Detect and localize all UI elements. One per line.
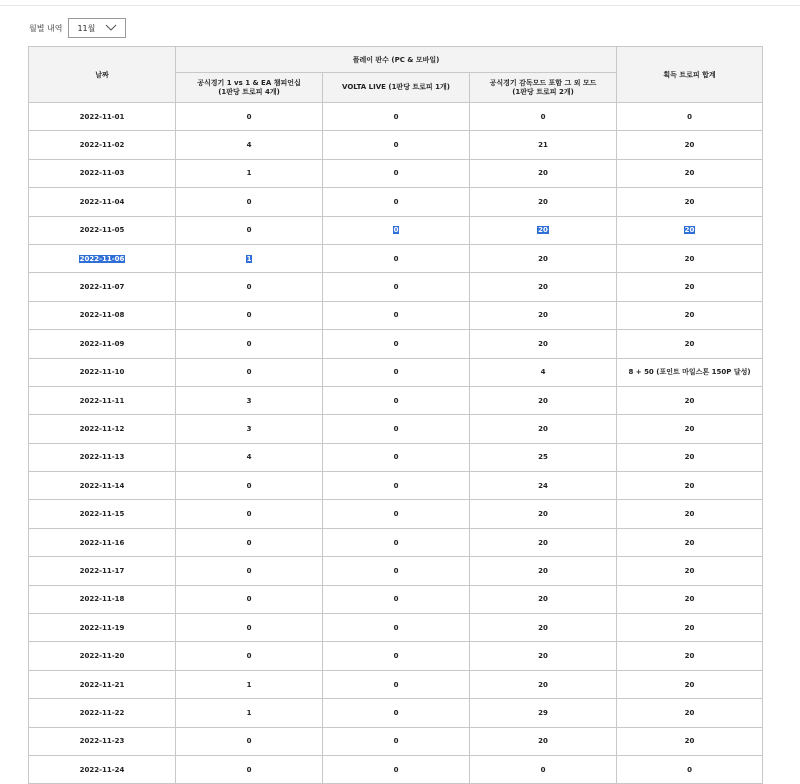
cell-c3 bbox=[470, 103, 617, 131]
cell-c3 bbox=[470, 386, 617, 414]
cell-value: 0 bbox=[393, 339, 399, 348]
cell-c2 bbox=[323, 755, 470, 783]
chevron-down-icon bbox=[105, 22, 117, 32]
cell-c3 bbox=[470, 727, 617, 755]
cell-c3 bbox=[470, 699, 617, 727]
cell-total bbox=[617, 358, 763, 386]
table-row bbox=[29, 415, 763, 443]
cell-c1 bbox=[176, 131, 323, 159]
cell-c3 bbox=[470, 301, 617, 329]
cell-date bbox=[29, 642, 176, 670]
cell-value: 0 bbox=[246, 652, 252, 661]
cell-value: 2022-11-15 bbox=[79, 510, 125, 519]
cell-c1 bbox=[176, 443, 323, 471]
header-date: 날짜 bbox=[29, 47, 176, 103]
cell-value: 0 bbox=[393, 453, 399, 462]
table-row bbox=[29, 244, 763, 272]
cell-value: 20 bbox=[538, 339, 548, 348]
cell-value: 24 bbox=[538, 481, 548, 490]
cell-c2 bbox=[323, 358, 470, 386]
cell-value: 0 bbox=[246, 283, 252, 292]
cell-date bbox=[29, 699, 176, 727]
cell-c3 bbox=[470, 358, 617, 386]
header-other-modes-note: (1판당 트로피 2개) bbox=[512, 87, 574, 96]
cell-value: 0 bbox=[393, 396, 399, 405]
cell-value: 20 bbox=[684, 197, 695, 206]
cell-c3 bbox=[470, 642, 617, 670]
table-row bbox=[29, 443, 763, 471]
cell-value: 0 bbox=[246, 595, 252, 604]
cell-c1 bbox=[176, 642, 323, 670]
cell-value: 20 bbox=[538, 510, 548, 519]
cell-total bbox=[617, 330, 763, 358]
cell-c3 bbox=[470, 670, 617, 698]
cell-value: 20 bbox=[684, 141, 695, 150]
cell-value: 0 bbox=[246, 765, 252, 774]
cell-value: 20 bbox=[684, 254, 695, 263]
cell-value: 20 bbox=[538, 396, 548, 405]
cell-value: 0 bbox=[393, 623, 399, 632]
cell-value: 0 bbox=[393, 737, 399, 746]
cell-date bbox=[29, 755, 176, 783]
cell-c1 bbox=[176, 528, 323, 556]
cell-c2 bbox=[323, 472, 470, 500]
cell-total bbox=[617, 500, 763, 528]
cell-value: 0 bbox=[393, 481, 399, 490]
header-volta-live: VOLTA LIVE (1판당 트로피 1개) bbox=[323, 73, 470, 103]
cell-value: 2022-11-09 bbox=[79, 339, 125, 348]
cell-c1 bbox=[176, 188, 323, 216]
cell-c1 bbox=[176, 415, 323, 443]
cell-value: 2022-11-22 bbox=[79, 708, 125, 717]
cell-date bbox=[29, 273, 176, 301]
cell-c2 bbox=[323, 386, 470, 414]
header-total: 획득 트로피 합계 bbox=[617, 47, 763, 103]
cell-value: 29 bbox=[538, 708, 548, 717]
cell-value: 21 bbox=[538, 141, 548, 150]
table-row bbox=[29, 500, 763, 528]
cell-c3 bbox=[470, 273, 617, 301]
cell-value: 0 bbox=[393, 424, 399, 433]
cell-c2 bbox=[323, 415, 470, 443]
cell-total bbox=[617, 472, 763, 500]
cell-date bbox=[29, 557, 176, 585]
cell-c2 bbox=[323, 699, 470, 727]
header-official-1v1-note: (1판당 트로피 4개) bbox=[218, 87, 280, 96]
cell-value: 0 bbox=[246, 538, 252, 547]
cell-value: 1 bbox=[246, 254, 252, 263]
cell-value: 2022-11-17 bbox=[79, 566, 125, 575]
table-row bbox=[29, 642, 763, 670]
table-row bbox=[29, 755, 763, 783]
cell-value: 0 bbox=[246, 226, 252, 235]
cell-c2 bbox=[323, 614, 470, 642]
cell-value: 3 bbox=[246, 424, 252, 433]
cell-value: 1 bbox=[246, 708, 252, 717]
cell-c2 bbox=[323, 159, 470, 187]
cell-c2 bbox=[323, 727, 470, 755]
cell-value: 0 bbox=[393, 112, 399, 121]
cell-value: 0 bbox=[246, 339, 252, 348]
cell-value: 2022-11-01 bbox=[79, 112, 125, 121]
cell-c2 bbox=[323, 557, 470, 585]
cell-c1 bbox=[176, 273, 323, 301]
cell-value: 20 bbox=[538, 169, 548, 178]
cell-c2 bbox=[323, 500, 470, 528]
cell-c2 bbox=[323, 443, 470, 471]
cell-total bbox=[617, 159, 763, 187]
cell-date bbox=[29, 386, 176, 414]
cell-c2 bbox=[323, 103, 470, 131]
cell-value: 2022-11-04 bbox=[79, 197, 125, 206]
cell-c3 bbox=[470, 500, 617, 528]
cell-value: 0 bbox=[246, 566, 252, 575]
cell-c3 bbox=[470, 614, 617, 642]
cell-date bbox=[29, 103, 176, 131]
table-row bbox=[29, 727, 763, 755]
table-row bbox=[29, 159, 763, 187]
cell-value: 0 bbox=[393, 538, 399, 547]
table-row bbox=[29, 557, 763, 585]
cell-c3 bbox=[470, 330, 617, 358]
cell-value: 0 bbox=[246, 368, 252, 377]
cell-c1 bbox=[176, 244, 323, 272]
cell-value: 20 bbox=[538, 566, 548, 575]
header-other-modes-title: 공식경기 감독모드 포함 그 외 모드 bbox=[489, 78, 597, 87]
cell-value: 20 bbox=[684, 510, 695, 519]
table-row bbox=[29, 585, 763, 613]
cell-date bbox=[29, 131, 176, 159]
cell-c1 bbox=[176, 557, 323, 585]
cell-value: 4 bbox=[540, 368, 546, 377]
cell-value: 2022-11-10 bbox=[79, 368, 125, 377]
header-other-modes bbox=[470, 73, 617, 103]
table-row bbox=[29, 670, 763, 698]
cell-total bbox=[617, 386, 763, 414]
cell-value: 2022-11-23 bbox=[79, 737, 125, 746]
cell-c1 bbox=[176, 727, 323, 755]
cell-value: 20 bbox=[538, 737, 548, 746]
cell-value: 20 bbox=[684, 652, 695, 661]
cell-value: 20 bbox=[538, 680, 548, 689]
table-row bbox=[29, 216, 763, 244]
cell-c2 bbox=[323, 642, 470, 670]
cell-value: 3 bbox=[246, 396, 252, 405]
cell-value: 20 bbox=[684, 595, 695, 604]
cell-value: 20 bbox=[684, 538, 695, 547]
cell-c1 bbox=[176, 216, 323, 244]
cell-total bbox=[617, 614, 763, 642]
cell-value: 20 bbox=[684, 481, 695, 490]
cell-value: 4 bbox=[246, 453, 252, 462]
cell-date bbox=[29, 727, 176, 755]
cell-value: 20 bbox=[684, 169, 695, 178]
cell-date bbox=[29, 443, 176, 471]
table-row bbox=[29, 131, 763, 159]
cell-total bbox=[617, 528, 763, 556]
cell-date bbox=[29, 188, 176, 216]
month-select-value: 11월 bbox=[77, 23, 96, 33]
cell-value: 0 bbox=[393, 680, 399, 689]
cell-total bbox=[617, 585, 763, 613]
cell-total bbox=[617, 273, 763, 301]
table-row bbox=[29, 188, 763, 216]
cell-c1 bbox=[176, 472, 323, 500]
cell-date bbox=[29, 670, 176, 698]
cell-c1 bbox=[176, 358, 323, 386]
cell-value: 2022-11-16 bbox=[79, 538, 125, 547]
cell-value: 20 bbox=[684, 453, 695, 462]
cell-total bbox=[617, 755, 763, 783]
cell-c3 bbox=[470, 443, 617, 471]
cell-value: 0 bbox=[393, 254, 399, 263]
cell-c1 bbox=[176, 699, 323, 727]
cell-value: 0 bbox=[246, 197, 252, 206]
cell-total bbox=[617, 103, 763, 131]
cell-value: 2022-11-19 bbox=[79, 623, 125, 632]
cell-value: 0 bbox=[393, 169, 399, 178]
cell-value: 0 bbox=[540, 765, 546, 774]
cell-value: 20 bbox=[684, 623, 695, 632]
cell-c3 bbox=[470, 216, 617, 244]
cell-value: 0 bbox=[393, 765, 399, 774]
cell-value: 0 bbox=[246, 623, 252, 632]
cell-c2 bbox=[323, 216, 470, 244]
cell-value: 20 bbox=[538, 283, 548, 292]
cell-value: 0 bbox=[246, 481, 252, 490]
cell-c3 bbox=[470, 131, 617, 159]
cell-total bbox=[617, 415, 763, 443]
cell-value: 20 bbox=[538, 311, 548, 320]
cell-date bbox=[29, 301, 176, 329]
cell-date bbox=[29, 244, 176, 272]
cell-value: 2022-11-02 bbox=[79, 141, 125, 150]
cell-value: 2022-11-14 bbox=[79, 481, 125, 490]
cell-date bbox=[29, 528, 176, 556]
cell-date bbox=[29, 585, 176, 613]
cell-value: 2022-11-03 bbox=[79, 169, 125, 178]
cell-c3 bbox=[470, 528, 617, 556]
cell-value: 0 bbox=[393, 595, 399, 604]
cell-value: 20 bbox=[684, 680, 695, 689]
table-row bbox=[29, 103, 763, 131]
cell-value: 4 bbox=[246, 141, 252, 150]
cell-value: 2022-11-20 bbox=[79, 652, 125, 661]
trophy-table bbox=[28, 46, 763, 784]
cell-value: 0 bbox=[246, 112, 252, 121]
cell-value: 2022-11-06 bbox=[79, 254, 125, 263]
cell-value: 20 bbox=[684, 708, 695, 717]
cell-value: 20 bbox=[538, 623, 548, 632]
cell-c1 bbox=[176, 614, 323, 642]
table-row bbox=[29, 699, 763, 727]
cell-c2 bbox=[323, 528, 470, 556]
cell-value: 2022-11-21 bbox=[79, 680, 125, 689]
cell-c2 bbox=[323, 585, 470, 613]
cell-value: 20 bbox=[684, 226, 695, 235]
cell-total bbox=[617, 131, 763, 159]
cell-c1 bbox=[176, 755, 323, 783]
cell-total bbox=[617, 642, 763, 670]
cell-value: 0 bbox=[393, 311, 399, 320]
cell-c3 bbox=[470, 415, 617, 443]
cell-value: 20 bbox=[684, 424, 695, 433]
top-divider bbox=[0, 5, 800, 6]
cell-value: 2022-11-08 bbox=[79, 311, 125, 320]
table-row bbox=[29, 301, 763, 329]
cell-total bbox=[617, 557, 763, 585]
cell-value: 0 bbox=[393, 226, 399, 235]
cell-value: 2022-11-05 bbox=[79, 226, 125, 235]
cell-value: 1 bbox=[246, 680, 252, 689]
cell-value: 0 bbox=[393, 141, 399, 150]
cell-c2 bbox=[323, 273, 470, 301]
cell-date bbox=[29, 159, 176, 187]
cell-value: 20 bbox=[538, 226, 548, 235]
cell-date bbox=[29, 330, 176, 358]
cell-total bbox=[617, 727, 763, 755]
cell-c1 bbox=[176, 301, 323, 329]
header-official-1v1-title: 공식경기 1 vs 1 & EA 챔피언십 bbox=[197, 78, 301, 87]
cell-value: 0 bbox=[393, 708, 399, 717]
cell-value: 2022-11-13 bbox=[79, 453, 125, 462]
cell-total bbox=[617, 216, 763, 244]
cell-value: 0 bbox=[393, 652, 399, 661]
cell-value: 0 bbox=[393, 510, 399, 519]
cell-value: 20 bbox=[538, 254, 548, 263]
cell-total bbox=[617, 301, 763, 329]
cell-value: 20 bbox=[684, 396, 695, 405]
cell-total bbox=[617, 699, 763, 727]
cell-value: 25 bbox=[538, 453, 548, 462]
cell-c2 bbox=[323, 330, 470, 358]
cell-value: 0 bbox=[687, 765, 692, 774]
cell-value: 20 bbox=[684, 566, 695, 575]
cell-c3 bbox=[470, 244, 617, 272]
table-row bbox=[29, 472, 763, 500]
cell-value: 20 bbox=[684, 737, 695, 746]
cell-value: 2022-11-18 bbox=[79, 595, 125, 604]
cell-c2 bbox=[323, 244, 470, 272]
cell-value: 2022-11-07 bbox=[79, 283, 125, 292]
cell-c1 bbox=[176, 103, 323, 131]
cell-date bbox=[29, 415, 176, 443]
cell-value: 0 bbox=[540, 112, 546, 121]
cell-c1 bbox=[176, 386, 323, 414]
cell-c1 bbox=[176, 330, 323, 358]
cell-total bbox=[617, 670, 763, 698]
cell-total bbox=[617, 244, 763, 272]
table-row bbox=[29, 273, 763, 301]
cell-value: 20 bbox=[538, 652, 548, 661]
cell-value: 20 bbox=[684, 311, 695, 320]
cell-date bbox=[29, 614, 176, 642]
cell-c1 bbox=[176, 585, 323, 613]
cell-total bbox=[617, 443, 763, 471]
cell-value: 20 bbox=[684, 283, 695, 292]
cell-c2 bbox=[323, 188, 470, 216]
cell-value: 20 bbox=[684, 339, 695, 348]
header-official-1v1 bbox=[176, 73, 323, 103]
cell-value: 2022-11-12 bbox=[79, 424, 125, 433]
cell-value: 0 bbox=[393, 283, 399, 292]
cell-value: 0 bbox=[246, 311, 252, 320]
cell-value: 20 bbox=[538, 595, 548, 604]
table-row bbox=[29, 358, 763, 386]
cell-value: 0 bbox=[393, 368, 399, 377]
table-row bbox=[29, 614, 763, 642]
cell-value: 8 + 50 (포인트 마일스톤 150P 달성) bbox=[628, 368, 751, 377]
cell-c1 bbox=[176, 500, 323, 528]
cell-c3 bbox=[470, 755, 617, 783]
cell-c2 bbox=[323, 131, 470, 159]
cell-value: 20 bbox=[538, 538, 548, 547]
cell-date bbox=[29, 358, 176, 386]
cell-total bbox=[617, 188, 763, 216]
cell-value: 0 bbox=[246, 737, 252, 746]
cell-date bbox=[29, 472, 176, 500]
header-play-count: 플레이 판수 (PC & 모바일) bbox=[176, 47, 617, 73]
cell-value: 0 bbox=[246, 510, 252, 519]
table-row bbox=[29, 330, 763, 358]
cell-c1 bbox=[176, 670, 323, 698]
cell-value: 1 bbox=[246, 169, 252, 178]
cell-c1 bbox=[176, 159, 323, 187]
cell-value: 2022-11-24 bbox=[79, 765, 125, 774]
cell-value: 20 bbox=[538, 197, 548, 206]
cell-c3 bbox=[470, 188, 617, 216]
cell-value: 0 bbox=[393, 566, 399, 575]
cell-date bbox=[29, 216, 176, 244]
cell-value: 0 bbox=[393, 197, 399, 206]
cell-c3 bbox=[470, 557, 617, 585]
cell-c2 bbox=[323, 670, 470, 698]
cell-c2 bbox=[323, 301, 470, 329]
cell-date bbox=[29, 500, 176, 528]
cell-value: 0 bbox=[687, 112, 692, 121]
cell-c3 bbox=[470, 585, 617, 613]
table-row bbox=[29, 528, 763, 556]
month-filter bbox=[29, 18, 126, 38]
cell-c3 bbox=[470, 159, 617, 187]
cell-value: 2022-11-11 bbox=[79, 396, 125, 405]
month-filter-label: 월별 내역 bbox=[29, 23, 63, 33]
cell-c3 bbox=[470, 472, 617, 500]
month-select[interactable] bbox=[68, 18, 126, 38]
cell-value: 20 bbox=[538, 424, 548, 433]
table-row bbox=[29, 386, 763, 414]
